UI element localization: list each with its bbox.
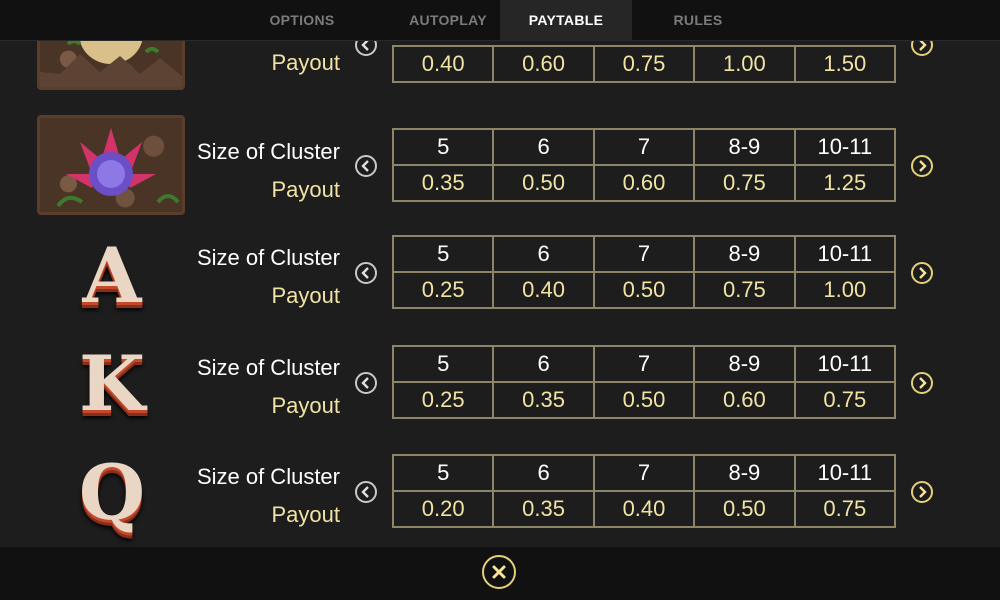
payout-cell: 0.40: [594, 491, 694, 527]
payout-cell: 0.50: [493, 165, 593, 201]
paytable-row-flower: [0, 115, 1000, 215]
payout-cell: 1.25: [795, 165, 895, 201]
payout-cell: 0.35: [493, 382, 593, 418]
prev-button[interactable]: [355, 262, 377, 284]
chevron-left-icon: [361, 267, 371, 279]
cluster-size-cell: 5: [393, 346, 493, 382]
next-button[interactable]: [911, 262, 933, 284]
q-symbol: Q: [78, 448, 146, 537]
cluster-size-cell: 7: [594, 346, 694, 382]
payout-cell: 0.60: [493, 46, 593, 82]
paytable-table: [392, 345, 896, 419]
cluster-size-cell: 7: [594, 129, 694, 165]
paytable-row-egg: [0, 41, 1000, 91]
next-button[interactable]: [911, 155, 933, 177]
paytable-row-q: [0, 448, 1000, 537]
payout-cell: 0.25: [393, 382, 493, 418]
cluster-size-cell: 10-11: [795, 346, 895, 382]
payout-cell: 0.50: [594, 272, 694, 308]
payout-cell: 0.50: [594, 382, 694, 418]
size-of-cluster-label: Size of Cluster: [196, 355, 340, 380]
tab-rules[interactable]: RULES: [673, 12, 723, 28]
chevron-right-icon: [917, 377, 927, 389]
cluster-size-cell: 8-9: [694, 129, 794, 165]
size-of-cluster-label: Size of Cluster: [196, 139, 340, 164]
payout-label: Payout: [271, 50, 340, 75]
chevron-right-icon: [917, 160, 927, 172]
cluster-size-cell: 6: [493, 236, 593, 272]
prev-button[interactable]: [355, 481, 377, 503]
payout-cell: 0.50: [694, 491, 794, 527]
payout-cell: 0.75: [694, 272, 794, 308]
cluster-size-cell: 10-11: [795, 129, 895, 165]
tab-options[interactable]: OPTIONS: [269, 12, 335, 28]
payout-cell: 0.40: [493, 272, 593, 308]
cluster-size-cell: 8-9: [694, 455, 794, 491]
prev-button[interactable]: [355, 41, 377, 56]
chevron-left-icon: [361, 41, 371, 51]
k-symbol: K: [78, 339, 146, 428]
close-button[interactable]: [482, 555, 516, 589]
paytable-row-k: [0, 339, 1000, 428]
payout-cell: 0.75: [694, 165, 794, 201]
chevron-left-icon: [361, 486, 371, 498]
a-symbol: A: [82, 231, 142, 320]
cluster-size-cell: 7: [594, 455, 694, 491]
tab-paytable[interactable]: PAYTABLE: [500, 0, 632, 40]
cluster-size-cell: 5: [393, 236, 493, 272]
payout-cell: 0.75: [594, 46, 694, 82]
chevron-right-icon: [917, 41, 927, 51]
paytable-table: [392, 235, 896, 309]
cluster-size-cell: 8-9: [694, 236, 794, 272]
size-of-cluster-label: Size of Cluster: [196, 245, 340, 270]
next-button[interactable]: [911, 372, 933, 394]
tab-bar: [0, 0, 1000, 41]
cluster-size-cell: 10-11: [795, 455, 895, 491]
cluster-size-cell: 5: [393, 455, 493, 491]
prev-button[interactable]: [355, 372, 377, 394]
chevron-right-icon: [917, 486, 927, 498]
paytable-row-a: [0, 231, 1000, 320]
payout-cell: 0.35: [493, 491, 593, 527]
paytable-table: [392, 454, 896, 528]
payout-cell: 0.60: [694, 382, 794, 418]
cluster-size-cell: 5: [393, 129, 493, 165]
cluster-size-cell: 6: [493, 346, 593, 382]
payout-cell: 0.20: [393, 491, 493, 527]
payout-cell: 1.00: [795, 272, 895, 308]
tab-autoplay[interactable]: AUTOPLAY: [409, 12, 487, 28]
footer-bar: [0, 547, 1000, 600]
cluster-size-cell: 10-11: [795, 236, 895, 272]
payout-cell: 0.60: [594, 165, 694, 201]
payout-cell: 0.35: [393, 165, 493, 201]
payout-label: Payout: [271, 177, 340, 202]
chevron-right-icon: [917, 267, 927, 279]
chevron-left-icon: [361, 377, 371, 389]
payout-cell: 0.25: [393, 272, 493, 308]
cluster-size-cell: 7: [594, 236, 694, 272]
payout-cell: 1.00: [694, 46, 794, 82]
payout-cell: 0.75: [795, 491, 895, 527]
prev-button[interactable]: [355, 155, 377, 177]
payout-cell: 1.50: [795, 46, 895, 82]
paytable-table: [392, 45, 896, 83]
cluster-size-cell: 8-9: [694, 346, 794, 382]
cluster-size-cell: 6: [493, 455, 593, 491]
next-button[interactable]: [911, 41, 933, 56]
payout-label: Payout: [271, 283, 340, 308]
cluster-size-cell: 6: [493, 129, 593, 165]
next-button[interactable]: [911, 481, 933, 503]
payout-cell: 0.40: [393, 46, 493, 82]
paytable-content[interactable]: [0, 41, 1000, 547]
paytable-table: [392, 128, 896, 202]
payout-label: Payout: [271, 393, 340, 418]
payout-label: Payout: [271, 502, 340, 527]
close-icon: [491, 564, 507, 580]
payout-cell: 0.75: [795, 382, 895, 418]
chevron-left-icon: [361, 160, 371, 172]
size-of-cluster-label: Size of Cluster: [196, 464, 340, 489]
